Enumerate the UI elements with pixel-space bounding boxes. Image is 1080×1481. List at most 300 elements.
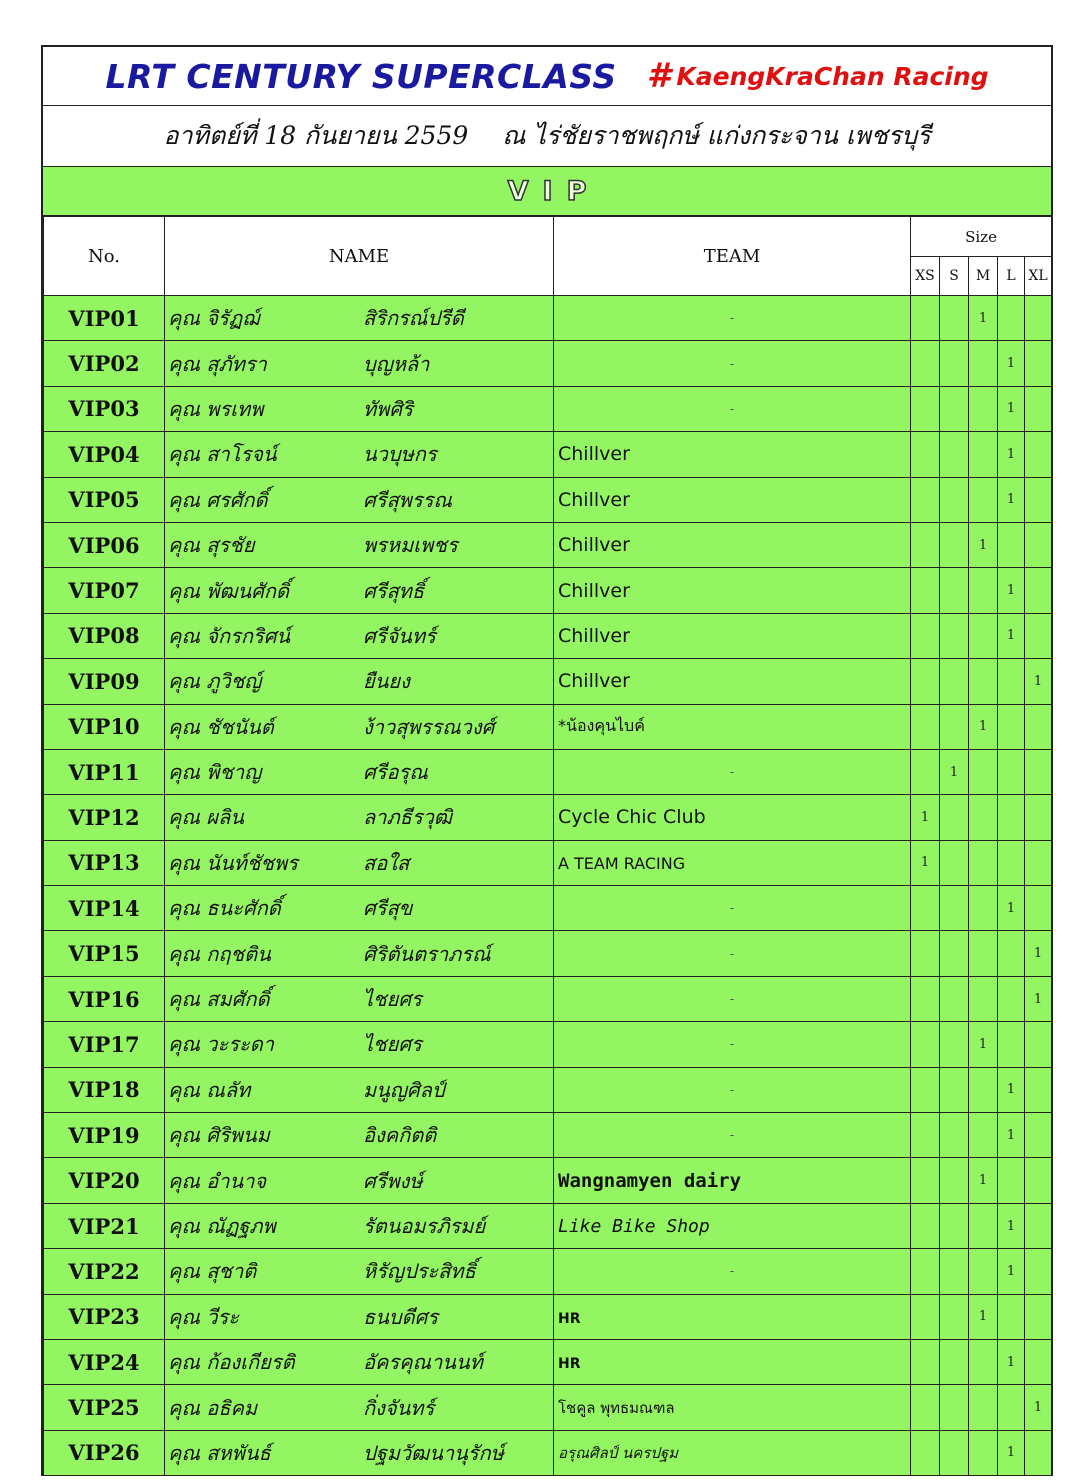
size-cell-xl	[1025, 386, 1052, 431]
rider-team	[554, 432, 911, 477]
size-cell-s	[940, 1022, 969, 1067]
event-tag: KaengKraChan Racing	[676, 61, 989, 91]
rider-name	[165, 1249, 554, 1294]
table-row	[44, 659, 1052, 704]
rider-number: VIP03	[44, 386, 165, 431]
team-label: HR	[558, 1310, 581, 1327]
size-cell-s	[940, 931, 969, 976]
column-header-size: Size	[911, 217, 1052, 257]
rider-number: VIP19	[44, 1113, 165, 1158]
size-cell-m	[969, 1249, 998, 1294]
team-label: -	[729, 1037, 735, 1052]
size-cell-l	[998, 1294, 1025, 1339]
size-cell-xs	[911, 1022, 940, 1067]
rider-name	[165, 613, 554, 658]
rider-team	[554, 931, 911, 976]
rider-first-name: คุณ สหพันธ์	[168, 1440, 271, 1465]
size-cell-m	[969, 1385, 998, 1430]
table-row	[44, 522, 1052, 567]
category-label: VIP	[507, 175, 601, 207]
registration-table	[43, 216, 1052, 1476]
rider-name	[165, 477, 554, 522]
rider-last-name: ยืนยง	[363, 669, 410, 694]
rider-team	[554, 1249, 911, 1294]
team-label: -	[729, 1082, 735, 1097]
size-cell-l	[998, 296, 1025, 341]
size-cell-xs	[911, 477, 940, 522]
rider-first-name: คุณ จิรัฏฌ์	[168, 306, 260, 331]
rider-number: VIP05	[44, 477, 165, 522]
size-cell-xl: 1	[1025, 659, 1052, 704]
size-cell-m	[969, 931, 998, 976]
rider-first-name: คุณ พรเทพ	[168, 396, 264, 421]
rider-number: VIP06	[44, 522, 165, 567]
rider-last-name: ศรีอรุณ	[363, 760, 428, 785]
size-cell-xs	[911, 1203, 940, 1248]
size-cell-m	[969, 795, 998, 840]
table-row	[44, 1203, 1052, 1248]
rider-number: VIP25	[44, 1385, 165, 1430]
rider-name	[165, 795, 554, 840]
size-cell-l: 1	[998, 613, 1025, 658]
size-cell-l: 1	[998, 1203, 1025, 1248]
rider-number: VIP14	[44, 886, 165, 931]
rider-number: VIP17	[44, 1022, 165, 1067]
size-cell-m: 1	[969, 1022, 998, 1067]
size-cell-m: 1	[969, 296, 998, 341]
size-cell-l	[998, 795, 1025, 840]
rider-number: VIP07	[44, 568, 165, 613]
size-cell-xs	[911, 1430, 940, 1475]
rider-team	[554, 613, 911, 658]
size-cell-m	[969, 432, 998, 477]
table-row	[44, 296, 1052, 341]
table-row	[44, 1430, 1052, 1475]
size-cell-xs	[911, 931, 940, 976]
rider-name	[165, 522, 554, 567]
rider-first-name: คุณ อธิคม	[168, 1395, 258, 1420]
size-cell-l: 1	[998, 432, 1025, 477]
size-cell-m	[969, 568, 998, 613]
table-row	[44, 568, 1052, 613]
size-cell-xl	[1025, 1158, 1052, 1203]
rider-team	[554, 341, 911, 386]
rider-team	[554, 659, 911, 704]
size-cell-l: 1	[998, 1067, 1025, 1112]
rider-name	[165, 704, 554, 749]
rider-name	[165, 1158, 554, 1203]
table-row	[44, 613, 1052, 658]
rider-last-name: ศรีสุทธิ์	[363, 578, 425, 603]
size-cell-xl	[1025, 613, 1052, 658]
size-cell-xs	[911, 704, 940, 749]
rider-last-name: ทัพศิริ	[363, 396, 413, 421]
rider-number: VIP20	[44, 1158, 165, 1203]
size-cell-xs	[911, 432, 940, 477]
rider-number: VIP23	[44, 1294, 165, 1339]
rider-team	[554, 1430, 911, 1475]
size-cell-xl	[1025, 568, 1052, 613]
rider-number: VIP01	[44, 296, 165, 341]
size-cell-xs	[911, 1294, 940, 1339]
rider-number: VIP12	[44, 795, 165, 840]
rider-last-name: บุญหล้า	[363, 351, 430, 376]
column-header-team: TEAM	[554, 217, 911, 296]
rider-last-name: ศิริตันตราภรณ์	[363, 941, 491, 966]
rider-team	[554, 1203, 911, 1248]
rider-last-name: ศรีพงษ์	[363, 1168, 423, 1193]
size-cell-m: 1	[969, 522, 998, 567]
rider-number: VIP18	[44, 1067, 165, 1112]
size-cell-m	[969, 1113, 998, 1158]
size-cell-xl	[1025, 477, 1052, 522]
rider-last-name: ง้าวสุพรรณวงศ์	[363, 714, 495, 739]
rider-team	[554, 749, 911, 794]
rider-name	[165, 1339, 554, 1384]
size-cell-xs	[911, 749, 940, 794]
rider-last-name: ธนบดีศร	[363, 1304, 438, 1329]
size-cell-xs	[911, 522, 940, 567]
size-cell-xl: 1	[1025, 1385, 1052, 1430]
rider-team	[554, 886, 911, 931]
table-row	[44, 1113, 1052, 1158]
size-cell-xs: 1	[911, 795, 940, 840]
team-label: -	[729, 356, 735, 371]
size-cell-m: 1	[969, 1294, 998, 1339]
rider-team	[554, 1294, 911, 1339]
size-cell-xl	[1025, 1067, 1052, 1112]
rider-last-name: หิรัญประสิทธิ์	[363, 1259, 476, 1284]
rider-last-name: ศรีจันทร์	[363, 623, 436, 648]
size-cell-m: 1	[969, 1158, 998, 1203]
table-row	[44, 749, 1052, 794]
size-cell-s	[940, 1067, 969, 1112]
event-date: อาทิตย์ที่ 18 กันยายน 2559	[163, 121, 469, 150]
rider-first-name: คุณ ศิริพนม	[168, 1123, 270, 1148]
size-cell-xs	[911, 1385, 940, 1430]
rider-name	[165, 432, 554, 477]
table-row	[44, 1067, 1052, 1112]
size-cell-xs	[911, 386, 940, 431]
size-cell-l	[998, 704, 1025, 749]
column-header-no: No.	[44, 217, 165, 296]
size-cell-s	[940, 386, 969, 431]
rider-team	[554, 840, 911, 885]
registration-sheet	[41, 45, 1053, 1476]
size-cell-s	[940, 432, 969, 477]
rider-last-name: อิงคกิตติ	[363, 1123, 437, 1148]
size-cell-l	[998, 1385, 1025, 1430]
size-cell-s: 1	[940, 749, 969, 794]
rider-team	[554, 795, 911, 840]
rider-number: VIP10	[44, 704, 165, 749]
size-cell-xs	[911, 341, 940, 386]
rider-team	[554, 477, 911, 522]
size-cell-l	[998, 931, 1025, 976]
size-cell-xl	[1025, 1430, 1052, 1475]
event-title: LRT CENTURY SUPERCLASS	[105, 56, 617, 96]
rider-number: VIP08	[44, 613, 165, 658]
size-cell-s	[940, 613, 969, 658]
size-cell-m	[969, 886, 998, 931]
rider-number: VIP21	[44, 1203, 165, 1248]
size-cell-s	[940, 659, 969, 704]
size-cell-l	[998, 659, 1025, 704]
size-cell-m	[969, 840, 998, 885]
size-cell-l: 1	[998, 886, 1025, 931]
size-cell-s	[940, 1294, 969, 1339]
rider-last-name: ศรีสุพรรณ	[363, 487, 452, 512]
rider-first-name: คุณ พิชาญ	[168, 760, 262, 785]
rider-number: VIP22	[44, 1249, 165, 1294]
rider-last-name: ไชยศร	[363, 987, 422, 1012]
rider-team	[554, 1022, 911, 1067]
table-row	[44, 931, 1052, 976]
rider-last-name: พรหมเพชร	[363, 533, 458, 558]
size-cell-l: 1	[998, 1113, 1025, 1158]
team-label: Chillver	[558, 488, 630, 511]
rider-number: VIP09	[44, 659, 165, 704]
size-cell-m	[969, 613, 998, 658]
rider-first-name: คุณ ธนะศักดิ์	[168, 896, 281, 921]
size-cell-s	[940, 1158, 969, 1203]
table-row	[44, 1022, 1052, 1067]
size-cell-s	[940, 1430, 969, 1475]
rider-last-name: ไชยศร	[363, 1032, 422, 1057]
size-cell-xs	[911, 296, 940, 341]
size-cell-l	[998, 1022, 1025, 1067]
size-cell-m	[969, 1339, 998, 1384]
rider-first-name: คุณ อำนาจ	[168, 1168, 267, 1193]
rider-last-name: ปฐมวัฒนานุรักษ์	[363, 1440, 504, 1465]
size-cell-xs	[911, 1158, 940, 1203]
table-row	[44, 477, 1052, 522]
size-cell-s	[940, 976, 969, 1021]
team-label: Wangnamyen dairy	[558, 1169, 742, 1192]
rider-number: VIP02	[44, 341, 165, 386]
table-row	[44, 795, 1052, 840]
rider-name	[165, 1067, 554, 1112]
size-cell-l	[998, 522, 1025, 567]
size-cell-s	[940, 704, 969, 749]
rider-name	[165, 1294, 554, 1339]
size-cell-l	[998, 749, 1025, 794]
rider-name	[165, 931, 554, 976]
rider-name	[165, 296, 554, 341]
rider-team	[554, 704, 911, 749]
rider-first-name: คุณ ศรศักดิ์	[168, 487, 268, 512]
rider-team	[554, 568, 911, 613]
size-cell-xl	[1025, 704, 1052, 749]
size-cell-xl	[1025, 522, 1052, 567]
table-row	[44, 840, 1052, 885]
size-cell-xl	[1025, 795, 1052, 840]
size-cell-xl: 1	[1025, 931, 1052, 976]
team-label: -	[729, 311, 735, 326]
table-row	[44, 704, 1052, 749]
size-cell-s	[940, 477, 969, 522]
rider-first-name: คุณ จักรกริศน์	[168, 623, 291, 648]
size-cell-m	[969, 659, 998, 704]
rider-name	[165, 1385, 554, 1430]
size-cell-m	[969, 1203, 998, 1248]
team-label: -	[729, 946, 735, 961]
rider-first-name: คุณ ณัฏฐภพ	[168, 1214, 276, 1238]
rider-first-name: คุณ กฤชติน	[168, 941, 271, 966]
team-label: -	[729, 401, 735, 416]
rider-name	[165, 1203, 554, 1248]
rider-first-name: คุณ สุภัทรา	[168, 351, 267, 376]
size-cell-s	[940, 886, 969, 931]
team-label: -	[729, 992, 735, 1007]
size-cell-l	[998, 976, 1025, 1021]
size-cell-m	[969, 976, 998, 1021]
size-cell-xl	[1025, 1294, 1052, 1339]
size-cell-s	[940, 341, 969, 386]
size-cell-xl	[1025, 1339, 1052, 1384]
size-cell-m	[969, 341, 998, 386]
rider-team	[554, 1339, 911, 1384]
rider-first-name: คุณ ภูวิชญ์	[168, 669, 262, 694]
size-cell-m	[969, 386, 998, 431]
rider-name	[165, 386, 554, 431]
rider-last-name: อัครคุณานนท์	[363, 1350, 483, 1375]
rider-name	[165, 341, 554, 386]
rider-number: VIP15	[44, 931, 165, 976]
team-label: *น้องคุนไบค์	[558, 716, 645, 736]
size-cell-xl	[1025, 749, 1052, 794]
size-cell-xl	[1025, 1113, 1052, 1158]
team-label: -	[729, 901, 735, 916]
rider-last-name: สอใส	[363, 850, 410, 875]
size-cell-xl	[1025, 341, 1052, 386]
size-cell-l: 1	[998, 1249, 1025, 1294]
team-label: โชคูล พุทธมณฑล	[558, 1398, 675, 1417]
size-cell-s	[940, 522, 969, 567]
rider-first-name: คุณ สมศักดิ์	[168, 987, 270, 1012]
size-cell-l: 1	[998, 1430, 1025, 1475]
team-label: Chillver	[558, 624, 630, 647]
team-label: Chillver	[558, 534, 630, 557]
rider-first-name: คุณ ณลัท	[168, 1077, 251, 1102]
rider-number: VIP11	[44, 749, 165, 794]
rider-last-name: ศรีสุข	[363, 896, 413, 921]
size-cell-xl	[1025, 1022, 1052, 1067]
size-cell-l: 1	[998, 1339, 1025, 1384]
size-cell-xl	[1025, 840, 1052, 885]
rider-last-name: ลาภธีรวุฒิ	[363, 805, 452, 830]
rider-number: VIP04	[44, 432, 165, 477]
column-header-l: L	[998, 257, 1025, 296]
rider-first-name: คุณ ผลิน	[168, 805, 244, 830]
rider-first-name: คุณ สุชาติ	[168, 1259, 257, 1284]
team-label: A TEAM RACING	[558, 853, 686, 873]
column-header-s: S	[940, 257, 969, 296]
event-info-row	[43, 106, 1051, 167]
table-row	[44, 1294, 1052, 1339]
hash-symbol: #	[646, 56, 671, 96]
size-cell-s	[940, 1113, 969, 1158]
rider-team	[554, 1385, 911, 1430]
rider-team	[554, 296, 911, 341]
rider-first-name: คุณ วีระ	[168, 1304, 240, 1329]
team-label: -	[729, 1264, 735, 1279]
size-cell-l: 1	[998, 386, 1025, 431]
size-cell-s	[940, 795, 969, 840]
size-cell-s	[940, 568, 969, 613]
rider-last-name: กิ่งจันทร์	[363, 1395, 435, 1420]
size-cell-m	[969, 749, 998, 794]
rider-number: VIP26	[44, 1430, 165, 1475]
size-cell-xs	[911, 568, 940, 613]
table-row	[44, 432, 1052, 477]
rider-name	[165, 1430, 554, 1475]
size-cell-xl	[1025, 886, 1052, 931]
registration-rows	[44, 296, 1052, 1476]
column-header-xl: XL	[1025, 257, 1052, 296]
rider-team	[554, 976, 911, 1021]
column-header-name: NAME	[165, 217, 554, 296]
table-row	[44, 341, 1052, 386]
rider-last-name: รัตนอมรภิรมย์	[363, 1214, 486, 1238]
size-cell-xl	[1025, 1203, 1052, 1248]
size-cell-xs	[911, 1067, 940, 1112]
size-cell-xl	[1025, 296, 1052, 341]
size-cell-xs	[911, 1113, 940, 1158]
size-cell-l: 1	[998, 477, 1025, 522]
size-cell-xl	[1025, 1249, 1052, 1294]
size-cell-xs	[911, 1249, 940, 1294]
size-cell-xs: 1	[911, 840, 940, 885]
team-label: -	[729, 765, 735, 780]
size-cell-xs	[911, 1339, 940, 1384]
team-label: อรุณศิลป์ นครปฐม	[558, 1443, 679, 1462]
column-header-xs: XS	[911, 257, 940, 296]
rider-name	[165, 749, 554, 794]
rider-first-name: คุณ วะระดา	[168, 1032, 274, 1057]
rider-first-name: คุณ ชัชนันต์	[168, 714, 274, 739]
rider-name	[165, 1022, 554, 1067]
table-row	[44, 1249, 1052, 1294]
rider-team	[554, 1158, 911, 1203]
rider-name	[165, 568, 554, 613]
size-cell-s	[940, 840, 969, 885]
table-row	[44, 386, 1052, 431]
size-cell-xl	[1025, 432, 1052, 477]
rider-name	[165, 1113, 554, 1158]
rider-team	[554, 522, 911, 567]
event-venue: ณ ไร่ชัยราชพฤกษ์ แก่งกระจาน เพชรบุรี	[502, 121, 931, 150]
team-label: -	[729, 1128, 735, 1143]
size-cell-s	[940, 1385, 969, 1430]
rider-name	[165, 976, 554, 1021]
rider-last-name: นวบุษกร	[363, 442, 437, 467]
rider-last-name: สิริกรณ์ปรีดี	[363, 306, 464, 331]
rider-number: VIP24	[44, 1339, 165, 1384]
size-cell-s	[940, 1203, 969, 1248]
column-header-m: M	[969, 257, 998, 296]
size-cell-l	[998, 840, 1025, 885]
rider-first-name: คุณ นันท์ชัชพร	[168, 850, 298, 875]
rider-number: VIP13	[44, 840, 165, 885]
size-cell-m	[969, 1430, 998, 1475]
size-cell-l	[998, 1158, 1025, 1203]
category-banner	[43, 167, 1051, 216]
size-cell-xs	[911, 659, 940, 704]
size-cell-s	[940, 1339, 969, 1384]
size-cell-xs	[911, 613, 940, 658]
rider-first-name: คุณ ก้องเกียรติ	[168, 1350, 295, 1375]
